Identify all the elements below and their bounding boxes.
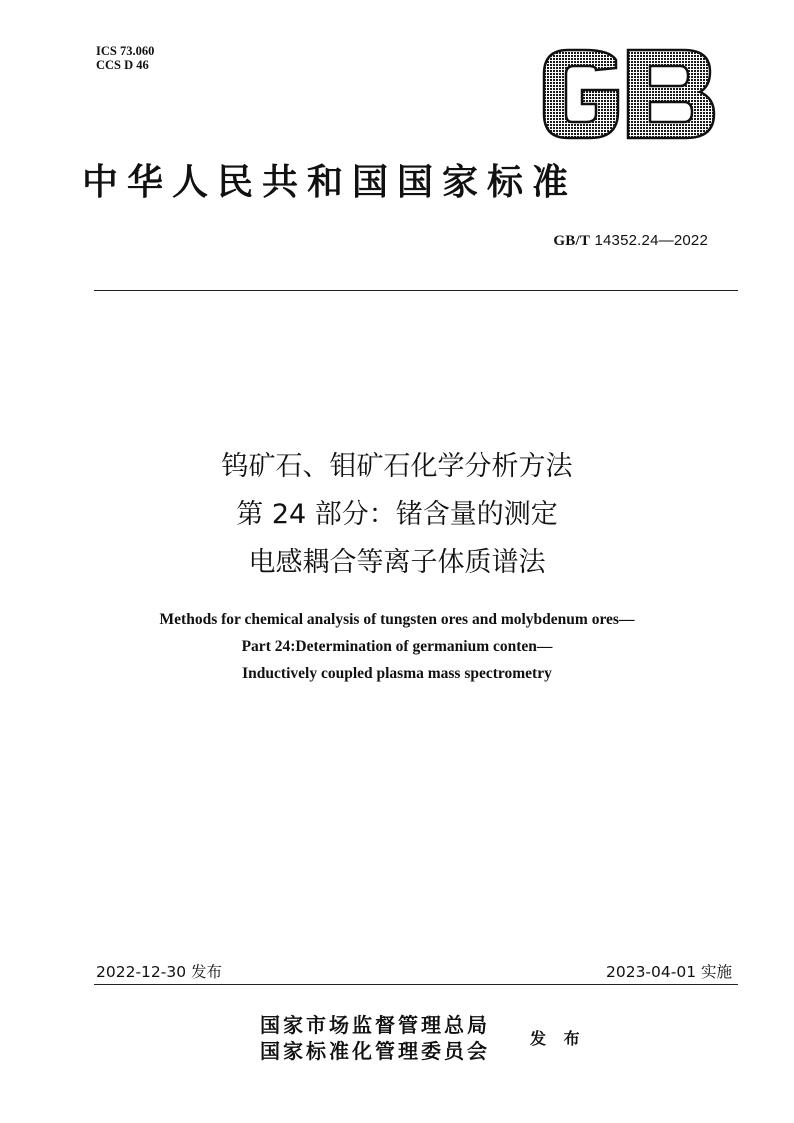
chinese-title	[0, 443, 794, 587]
classification-codes	[96, 44, 154, 72]
publish-label: 发 布	[530, 1029, 586, 1048]
issuer-org-1: 国家市场监督管理总局	[260, 1013, 490, 1037]
issuing-organizations	[260, 1012, 490, 1064]
implementation-date: 2023-04-01 实施	[605, 963, 732, 981]
ics-code: ICS 73.060	[96, 44, 155, 58]
footer-divider	[94, 984, 738, 985]
english-title-line-3: Inductively coupled plasma mass spectrometry	[242, 665, 552, 682]
national-standard-title: 中华人民共和国国家标准	[82, 161, 578, 203]
standard-number-value: 14352.24—2022	[594, 232, 708, 249]
english-title-line-2: Part 24:Determination of germanium conten—	[241, 638, 553, 655]
chinese-title-line-3: 电感耦合等离子体质谱法	[248, 547, 546, 578]
english-title-line-1: Methods for chemical analysis of tungsten ores and molybdenum ores—	[159, 611, 635, 628]
chinese-title-line-2: 第 24 部分：锗含量的测定	[236, 499, 558, 530]
gb-logo-icon	[538, 46, 718, 142]
standard-number	[553, 232, 708, 250]
issuer-org-2: 国家标准化管理委员会	[260, 1039, 490, 1063]
chinese-title-line-1: 钨矿石、钼矿石化学分析方法	[221, 451, 573, 482]
standard-code: GB/T	[553, 233, 591, 249]
ccs-code: CCS D 46	[96, 58, 149, 72]
header-divider	[94, 290, 738, 291]
english-title	[0, 606, 794, 687]
issue-date: 2022-12-30 发布	[96, 963, 223, 981]
